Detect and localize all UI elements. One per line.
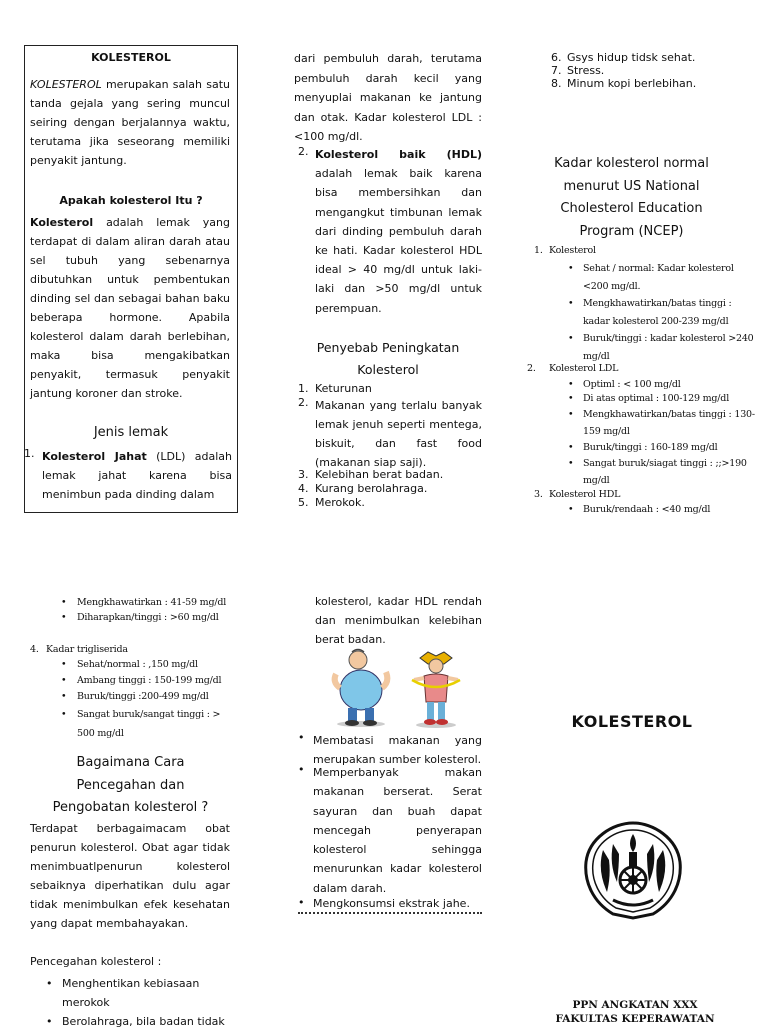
prevent-item: • Menghentikan kebiasaan merokok [46,977,200,1009]
item-number: 1. [24,447,35,460]
pencegahan-label: Pencegahan kolesterol : [30,955,162,968]
cause-item: 2. Makanan yang terlalu banyak lemak jenuh seperti mentega, biskuit, dan fast food (makanan siap saji). [298,396,482,469]
prevent-item: • Membatasi makanan yang merupakan sumber kolesterol. [298,731,482,766]
level-group-label: 1. Kolesterol [534,245,596,256]
level-item: • Di atas optimal : 100-129 mg/dl [568,393,730,404]
cause-item: 5. Merokok. [298,496,365,509]
prevention-bullets [298,731,482,914]
item1-bold: Kolesterol Jahat [42,450,147,463]
cause-item: 4. Kurang berolahraga. [298,482,428,495]
cover-title: KOLESTEROL [571,712,693,731]
level-item: • Mengkhawatirkan/batas tinggi : 130-159 mg/dl [568,409,755,437]
level-item: • Sangat buruk/siagat tinggi : ;;>190 mg/dl [568,458,747,486]
measuring-tape-man-illustration [410,650,462,728]
level-item: • Buruk/tinggi : 160-189 mg/dl [568,442,718,453]
cara-heading: Bagaimana Cara Pencegahan dan Pengobatan kolesterol ? [52,755,209,815]
level-item: • Mengkhawatirkan : 41-59 mg/dl [61,597,227,608]
level-item: • Buruk/tinggi : kadar kolesterol >240 mg/dl [568,333,754,362]
hdl-bold: Kolesterol baik (HDL) [315,148,482,161]
cause-item: 6. Gsys hidup tidsk sehat. [551,51,696,64]
panel1-intro [30,75,230,170]
intro-rest: merupakan salah satu tanda gejala yang sering muncul seiring dengan berjalannya waktu, terutama jika seseorang memiliki penyakit jantung. [30,78,230,167]
penyebab-heading: Penyebab Peningkatan Kolesterol [316,340,460,377]
def-rest: adalah lemak yang terdapat di dalam aliran darah atau sel tubuh yang sebenarnya dibutuhkan untuk pembentukan dinding sel dan sebagai bahan baku beberapa hormone. Apabila kolesterol dalam darah berlebihan, maka bisa mengakibatkan penyakit, termasuk penyakit jantung koroner dan stroke. [30,216,230,400]
cause-item: 3. Kelebihan berat badan. [298,468,444,481]
kadar-heading: Kadar kolesterol normal menurut US National Cholesterol Education Program (NCEP) [554,156,709,239]
level-item: • Buruk/rendaah : <40 mg/dl [568,504,711,515]
cause-item: 7. Stress. [551,64,605,77]
cause-item: 8. Minum kopi berlebihan. [551,77,697,90]
footer-line-1: PPN ANGKATAN XXX [572,999,698,1011]
university-emblem-icon [583,820,683,920]
footer-line-2: FAKULTAS KEPERAWATAN [555,1013,715,1025]
level-group-label: 2. Kolesterol LDL [527,363,619,374]
prevent-item: • Mengkonsumsi ekstrak jahe. [298,896,482,914]
ncep-levels [527,245,755,517]
question-heading: Apakah kolesterol Itu ? [59,194,203,207]
level-item: • Sehat / normal: Kadar kolesterol <200 mg/dl. [568,263,734,292]
item1-rest: (LDL) adalah lemak jahat karena bisa menimbun pada dinding dalam [42,450,232,501]
cause-item: 1. Keturunan [298,382,372,395]
level-item: • Mengkhawatirkan/batas tinggi : kadar kolesterol 200-239 mg/dl [568,298,732,327]
level-group-label: 4. Kadar trigliserida [30,644,128,655]
level-item: • Diharapkan/tinggi : >60 mg/dl [61,612,219,623]
level-item: • Buruk/tinggi :200-499 mg/dl [61,691,209,702]
level-item: • Ambang tinggi : 150-199 mg/dl [61,675,222,686]
jenis-lemak-heading: Jenis lemak [93,425,169,440]
def-bold: Kolesterol [30,216,94,229]
level-item: • Optiml : < 100 mg/dl [568,379,681,390]
cara-paragraph: Terdapat berbagaimacam obat penurun kolesterol. Obat agar tidak menimbuatlpenurun kolesterol sebaiknya diperhatikan dulu agar tidak menimbulkan efek kesehatan yang dapat membahayakan. [30,822,230,930]
level-item: • Sehat/normal : ,150 mg/dl [61,659,198,670]
cover-footer [540,998,730,1026]
hdl-item [298,145,482,318]
level-group-label: 3. Kolesterol HDL [534,489,621,500]
level-item: • Sangat buruk/sangat tinggi : > 500 mg/dl [61,709,221,739]
prevent-item: • Berolahraga, bila badan tidak [46,1015,225,1028]
causes-list [298,382,482,510]
item-number: 2. [298,145,309,158]
definition-paragraph [30,213,230,403]
ldl-continuation: dari pembuluh darah, terutama pembuluh darah kecil yang menyuplai makanan ke jantung dan otak. Kadar kolesterol LDL : <100 mg/dl. [294,52,482,143]
panel4-levels [28,595,243,743]
hdl-rest: adalah lemak baik karena bisa membersihkan dan mengangkut timbunan lemak dari dinding pembuluh darah ke hati. Kadar kolesterol HDL ideal > 40 mg/dl untuk laki-laki dan >50 mg/dl untuk perempuan. [315,167,482,315]
prevent-list [30,974,230,1031]
panel5-continuation: kolesterol, kadar HDL rendah dan menimbulkan kelebihan berat badan. [315,595,482,646]
prevent-item: • Memperbanyak makan makanan berserat. Serat sayuran dan buah dapat mencegah penyerapan kolesterol sehingga menurunkan kadar kolesterol dalam darah. [298,763,482,895]
panel1-title: KOLESTEROL [91,51,171,64]
causes-continued [551,51,751,90]
jenis-item-1 [24,447,232,504]
intro-italic: KOLESTEROL [30,78,102,91]
overweight-man-illustration [328,648,394,728]
